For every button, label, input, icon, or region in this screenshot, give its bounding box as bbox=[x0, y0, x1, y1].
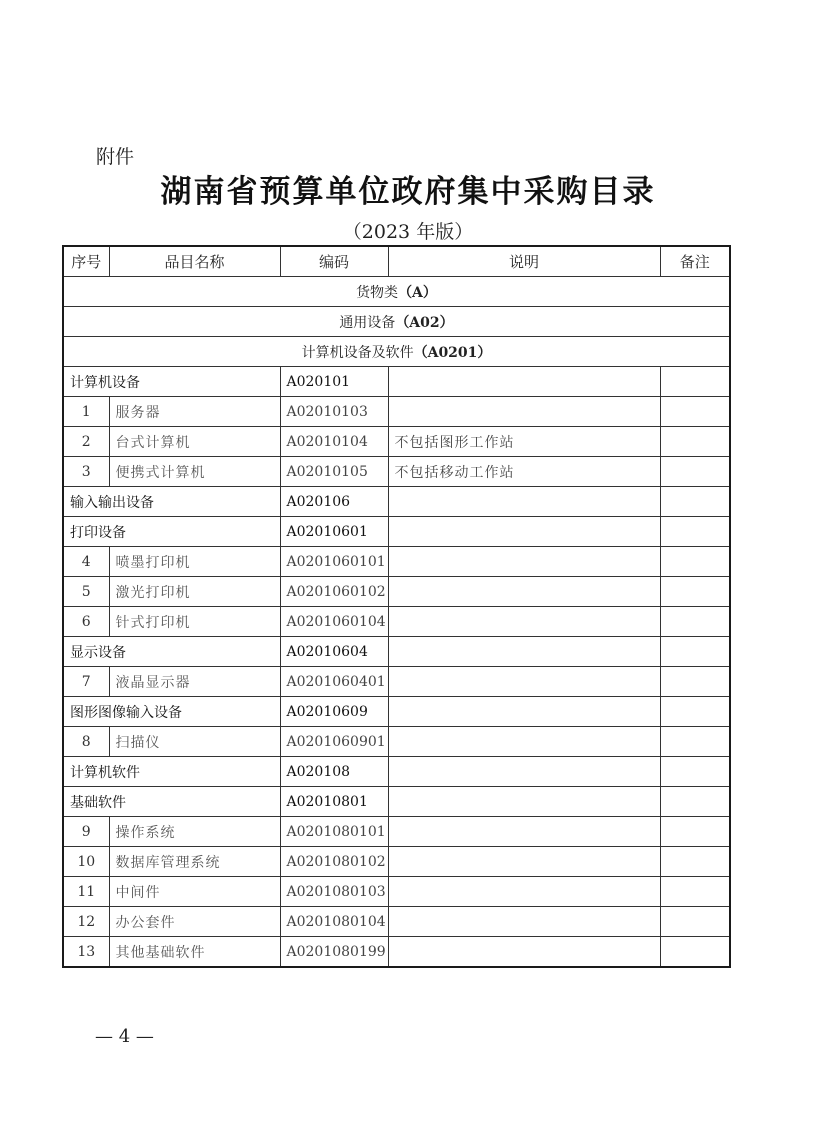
section-goods bbox=[63, 277, 730, 307]
category-row bbox=[63, 757, 730, 787]
item-desc bbox=[388, 667, 660, 697]
section-row-computer bbox=[63, 337, 730, 367]
item-row bbox=[63, 907, 730, 937]
header-desc: 说明 bbox=[388, 246, 660, 277]
item-note bbox=[660, 847, 730, 877]
category-note bbox=[660, 697, 730, 727]
category-name: 计算机软件 bbox=[63, 757, 280, 787]
section-computer bbox=[63, 337, 730, 367]
item-desc bbox=[388, 727, 660, 757]
category-desc bbox=[388, 637, 660, 667]
section-row-general bbox=[63, 307, 730, 337]
category-code: A02010801 bbox=[280, 787, 388, 817]
category-note bbox=[660, 757, 730, 787]
item-no: 6 bbox=[63, 607, 109, 637]
item-code: A0201080104 bbox=[280, 907, 388, 937]
category-note bbox=[660, 367, 730, 397]
item-name: 液晶显示器 bbox=[109, 667, 280, 697]
category-row bbox=[63, 487, 730, 517]
item-code: A02010105 bbox=[280, 457, 388, 487]
category-desc bbox=[388, 367, 660, 397]
item-row bbox=[63, 427, 730, 457]
item-name: 扫描仪 bbox=[109, 727, 280, 757]
item-desc: 不包括图形工作站 bbox=[388, 427, 660, 457]
category-name: 计算机设备 bbox=[63, 367, 280, 397]
category-name: 显示设备 bbox=[63, 637, 280, 667]
category-name: 打印设备 bbox=[63, 517, 280, 547]
category-name: 图形图像输入设备 bbox=[63, 697, 280, 727]
category-desc bbox=[388, 757, 660, 787]
header-row bbox=[63, 246, 730, 277]
item-no: 10 bbox=[63, 847, 109, 877]
item-note bbox=[660, 577, 730, 607]
item-no: 8 bbox=[63, 727, 109, 757]
item-note bbox=[660, 607, 730, 637]
section-general-label: 通用设备 bbox=[339, 314, 396, 331]
item-name: 其他基础软件 bbox=[109, 937, 280, 968]
item-name: 办公套件 bbox=[109, 907, 280, 937]
item-no: 12 bbox=[63, 907, 109, 937]
item-note bbox=[660, 727, 730, 757]
procurement-catalog-table bbox=[62, 245, 731, 968]
item-desc bbox=[388, 397, 660, 427]
section-general-code: （A02） bbox=[395, 314, 454, 331]
item-row bbox=[63, 877, 730, 907]
item-desc bbox=[388, 907, 660, 937]
category-note bbox=[660, 637, 730, 667]
category-row bbox=[63, 637, 730, 667]
category-name: 输入输出设备 bbox=[63, 487, 280, 517]
attachment-label: 附件 bbox=[96, 146, 135, 168]
category-code: A020106 bbox=[280, 487, 388, 517]
item-code: A0201060901 bbox=[280, 727, 388, 757]
item-code: A0201060401 bbox=[280, 667, 388, 697]
item-desc bbox=[388, 607, 660, 637]
category-code: A020101 bbox=[280, 367, 388, 397]
item-desc bbox=[388, 847, 660, 877]
item-no: 4 bbox=[63, 547, 109, 577]
item-name: 激光打印机 bbox=[109, 577, 280, 607]
section-computer-label: 计算机设备及软件 bbox=[301, 344, 414, 361]
category-desc bbox=[388, 517, 660, 547]
item-no: 11 bbox=[63, 877, 109, 907]
item-name: 喷墨打印机 bbox=[109, 547, 280, 577]
category-row bbox=[63, 517, 730, 547]
item-name: 操作系统 bbox=[109, 817, 280, 847]
item-note bbox=[660, 937, 730, 968]
item-code: A0201060101 bbox=[280, 547, 388, 577]
item-name: 中间件 bbox=[109, 877, 280, 907]
item-no: 1 bbox=[63, 397, 109, 427]
item-row bbox=[63, 457, 730, 487]
item-no: 13 bbox=[63, 937, 109, 968]
item-name: 台式计算机 bbox=[109, 427, 280, 457]
item-row bbox=[63, 667, 730, 697]
item-note bbox=[660, 817, 730, 847]
item-row bbox=[63, 847, 730, 877]
item-desc bbox=[388, 937, 660, 968]
category-note bbox=[660, 517, 730, 547]
item-name: 便携式计算机 bbox=[109, 457, 280, 487]
item-no: 7 bbox=[63, 667, 109, 697]
header-no: 序号 bbox=[63, 246, 109, 277]
category-row bbox=[63, 697, 730, 727]
item-row bbox=[63, 607, 730, 637]
category-note bbox=[660, 787, 730, 817]
section-computer-code: （A0201） bbox=[413, 344, 492, 361]
document-title: 湖南省预算单位政府集中采购目录 bbox=[160, 174, 656, 210]
item-code: A0201080101 bbox=[280, 817, 388, 847]
page-number: — 4 — bbox=[95, 1026, 154, 1047]
item-desc bbox=[388, 577, 660, 607]
item-note bbox=[660, 907, 730, 937]
header-note: 备注 bbox=[660, 246, 730, 277]
item-name: 数据库管理系统 bbox=[109, 847, 280, 877]
item-desc bbox=[388, 877, 660, 907]
item-no: 2 bbox=[63, 427, 109, 457]
category-desc bbox=[388, 787, 660, 817]
item-note bbox=[660, 427, 730, 457]
item-note bbox=[660, 397, 730, 427]
item-row bbox=[63, 817, 730, 847]
header-code: 编码 bbox=[280, 246, 388, 277]
item-code: A0201060104 bbox=[280, 607, 388, 637]
item-note bbox=[660, 457, 730, 487]
item-row bbox=[63, 397, 730, 427]
section-row-goods bbox=[63, 277, 730, 307]
category-code: A02010604 bbox=[280, 637, 388, 667]
section-general bbox=[63, 307, 730, 337]
edition-label: （2023 年版） bbox=[342, 221, 474, 243]
section-goods-code: （A） bbox=[398, 284, 437, 301]
item-row bbox=[63, 547, 730, 577]
category-desc bbox=[388, 487, 660, 517]
header-name: 品目名称 bbox=[109, 246, 280, 277]
category-code: A02010609 bbox=[280, 697, 388, 727]
item-desc bbox=[388, 547, 660, 577]
category-code: A020108 bbox=[280, 757, 388, 787]
category-code: A02010601 bbox=[280, 517, 388, 547]
item-code: A02010104 bbox=[280, 427, 388, 457]
item-no: 9 bbox=[63, 817, 109, 847]
item-row bbox=[63, 577, 730, 607]
item-note bbox=[660, 667, 730, 697]
item-no: 3 bbox=[63, 457, 109, 487]
category-name: 基础软件 bbox=[63, 787, 280, 817]
item-row bbox=[63, 937, 730, 968]
item-desc: 不包括移动工作站 bbox=[388, 457, 660, 487]
item-desc bbox=[388, 817, 660, 847]
category-row bbox=[63, 787, 730, 817]
item-note bbox=[660, 877, 730, 907]
category-desc bbox=[388, 697, 660, 727]
item-name: 针式打印机 bbox=[109, 607, 280, 637]
item-code: A0201080102 bbox=[280, 847, 388, 877]
section-goods-label: 货物类 bbox=[356, 284, 399, 301]
category-row bbox=[63, 367, 730, 397]
item-name: 服务器 bbox=[109, 397, 280, 427]
item-code: A0201080103 bbox=[280, 877, 388, 907]
item-code: A02010103 bbox=[280, 397, 388, 427]
item-note bbox=[660, 547, 730, 577]
item-code: A0201060102 bbox=[280, 577, 388, 607]
item-row bbox=[63, 727, 730, 757]
category-note bbox=[660, 487, 730, 517]
item-no: 5 bbox=[63, 577, 109, 607]
item-code: A0201080199 bbox=[280, 937, 388, 968]
